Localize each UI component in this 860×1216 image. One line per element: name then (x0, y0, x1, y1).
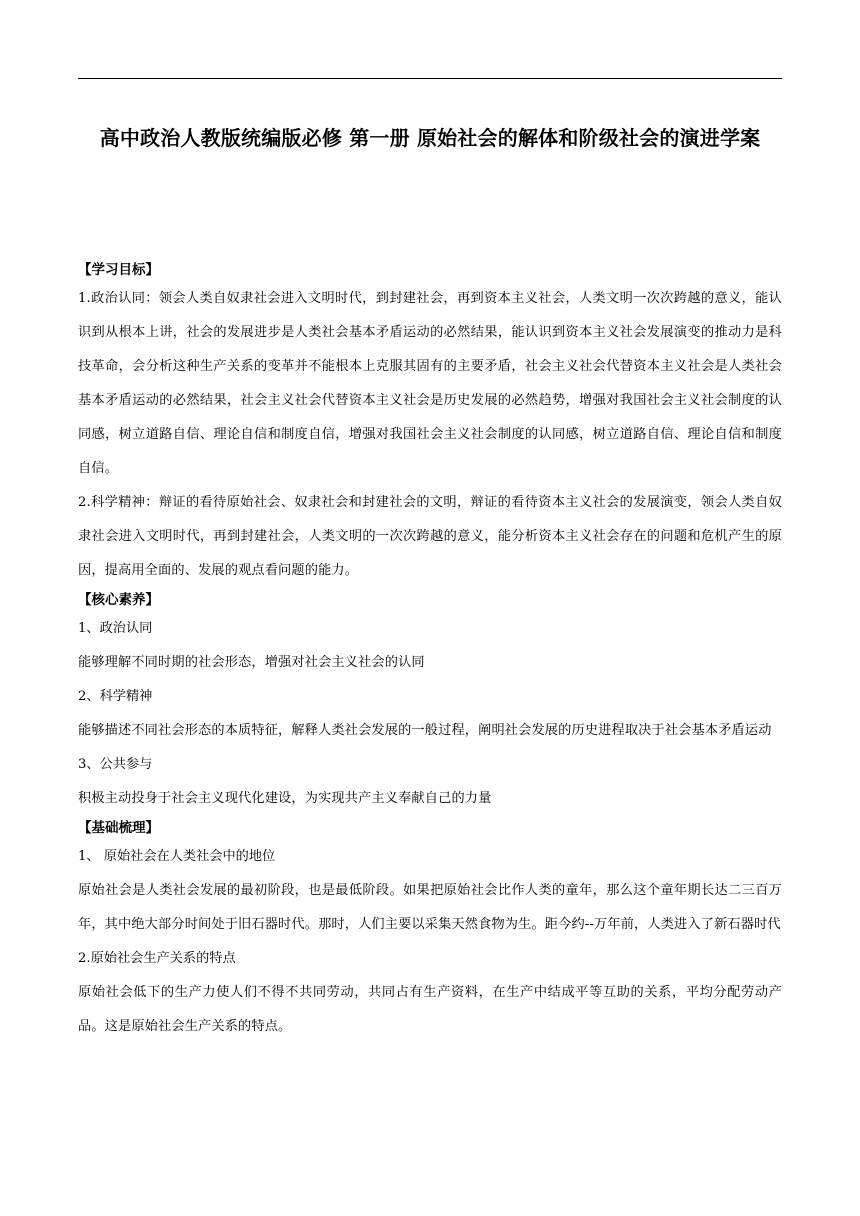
literacy-item-text: 能够理解不同时期的社会形态，增强对社会主义社会的认同 (78, 655, 425, 670)
section-heading-basics: 【基础梳理】 (78, 820, 159, 836)
basics-item-title: 1、 原始社会在人类社会中的地位 (78, 849, 276, 864)
section-heading-objectives: 【学习目标】 (78, 262, 159, 278)
literacy-item-title: 3、公共参与 (78, 757, 153, 772)
objective-political-identity: 1.政治认同：领会人类自奴隶社会进入文明时代，到封建社会，再到资本主义社会，人类文明一次次跨越的意义，能认识到从根本上讲，社会的发展进步是人类社会基本矛盾运动的必然结果，能认识到资本主义社会发展演变的推动力是科技革命，会分析这种生产关系的变革并不能根本上克服其固有的主要矛盾，社会主义社会代替资本主义社会是人类社会基本矛盾运动的必然结果，社会主义社会代替资本主义社会是历史发展的必然趋势，增强对我国社会主义社会制度的认同感，树立道路自信、理论自信和制度自信，增强对我国社会主义社会制度的认同感，树立道路自信、理论自信和制度自信。 (78, 291, 782, 476)
literacy-item-text: 能够描述不同社会形态的本质特征，解释人类社会发展的一般过程，阐明社会发展的历史进程取决于社会基本矛盾运动 (78, 723, 772, 738)
section-heading-literacy: 【核心素养】 (78, 592, 159, 608)
objective-scientific-spirit: 2.科学精神：辩证的看待原始社会、奴隶社会和封建社会的文明，辩证的看待资本主义社会的发展演变，领会人类自奴隶社会进入文明时代，再到封建社会，人类文明的一次次跨越的意义，能分析资本主义社会存在的问题和危机产生的原因，提高用全面的、发展的观点看问题的能力。 (78, 495, 782, 578)
header-rule (78, 78, 782, 79)
basics-item-text: 原始社会是人类社会发展的最初阶段，也是最低阶段。如果把原始社会比作人类的童年，那么这个童年期长达二三百万年，其中绝大部分时间处于旧石器时代。那时，人们主要以采集天然食物为生。距今约--万年前，人类进入了新石器时代 (78, 883, 782, 932)
document-body (78, 258, 782, 1044)
document-title: 高中政治人教版统编版必修 第一册 原始社会的解体和阶级社会的演进学案 (99, 126, 761, 150)
literacy-item-title: 1、政治认同 (78, 621, 153, 636)
literacy-item-title: 2、科学精神 (78, 689, 153, 704)
literacy-item-text: 积极主动投身于社会主义现代化建设，为实现共产主义奉献自己的力量 (78, 791, 492, 806)
basics-item-title: 2.原始社会生产关系的特点 (78, 951, 236, 966)
basics-item-text: 原始社会低下的生产力使人们不得不共同劳动，共同占有生产资料，在生产中结成平等互助的关系，平均分配劳动产品。这是原始社会生产关系的特点。 (78, 985, 782, 1034)
